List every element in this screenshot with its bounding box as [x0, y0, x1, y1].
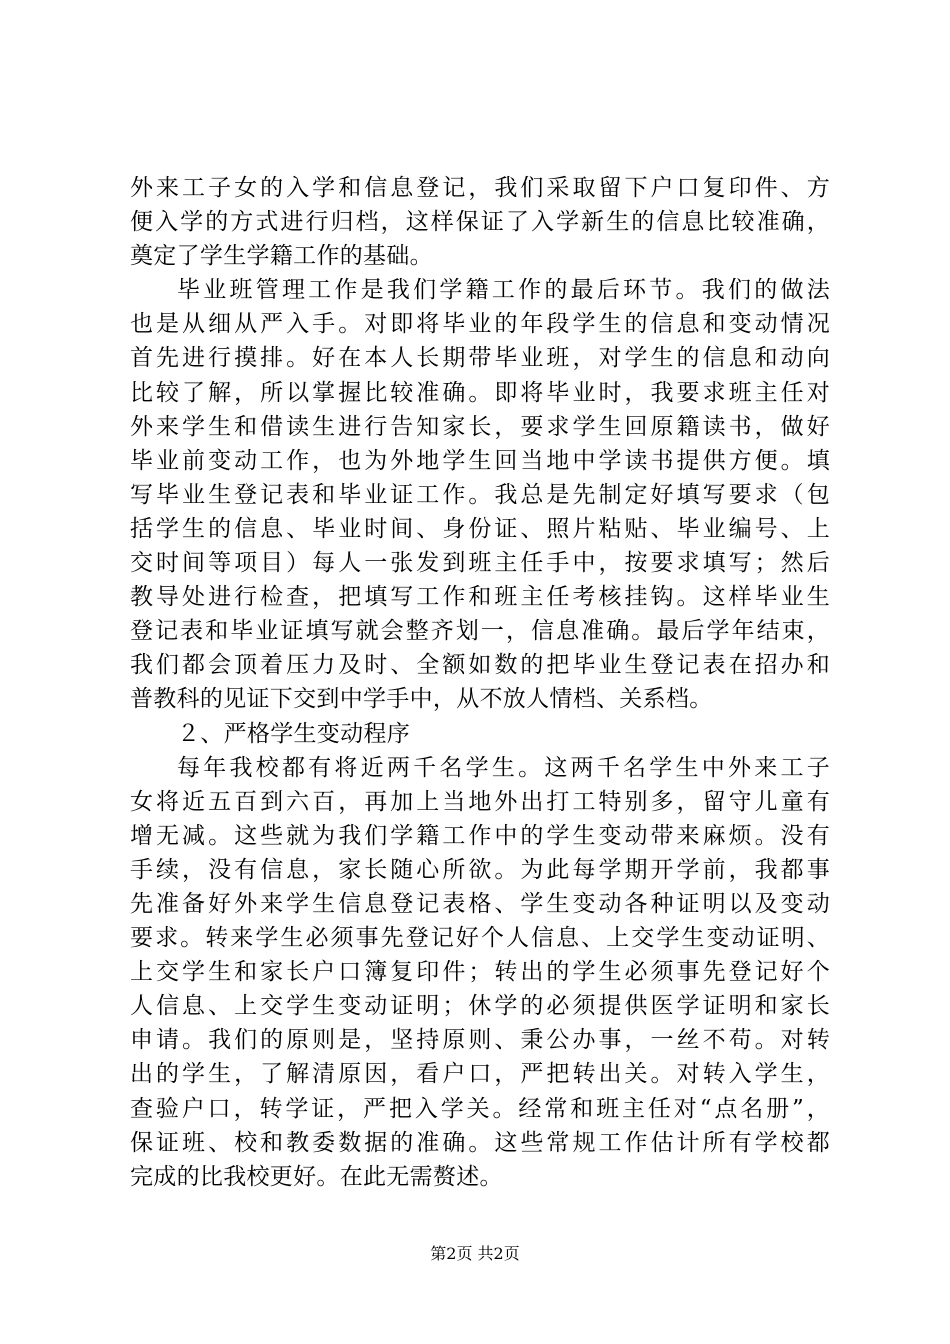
document-body: [130, 171, 830, 1194]
text-line: 普教科的见证下交到中学手中，从不放人情档、关系档。: [130, 686, 713, 713]
text-line: 女将近五百到六百，再加上当地外出打工特别多，留守儿童有: [130, 788, 830, 815]
text-line: ２、严格学生变动程序: [177, 720, 410, 747]
text-line: 登记表和毕业证填写就会整齐划一，信息准确。最后学年结束，: [130, 618, 830, 645]
text-line: 要求。转来学生必须事先登记好个人信息、上交学生变动证明、: [130, 925, 830, 952]
text-line: 交时间等项目）每人一张发到班主任手中，按要求填写；然后: [130, 550, 830, 577]
text-line: 比较了解，所以掌握比较准确。即将毕业时，我要求班主任对: [130, 379, 830, 406]
text-line: 外来工子女的入学和信息登记，我们采取留下户口复印件、方: [130, 175, 830, 201]
text-line: 先准备好外来学生信息登记表格、学生变动各种证明以及变动: [130, 890, 830, 917]
text-line: 我们都会顶着压力及时、全额如数的把毕业生登记表在招办和: [130, 652, 830, 679]
text-line: 外来学生和借读生进行告知家长，要求学生回原籍读书，做好: [130, 413, 830, 440]
text-line: 出的学生，了解清原因，看户口，严把转出关。对转入学生，: [130, 1061, 830, 1088]
text-line: 人信息、上交学生变动证明；休学的必须提供医学证明和家长: [130, 993, 830, 1020]
text-line: 毕业班管理工作是我们学籍工作的最后环节。我们的做法: [177, 277, 830, 304]
text-line: 括学生的信息、毕业时间、身份证、照片粘贴、毕业编号、上: [130, 515, 830, 542]
text-line: 手续，没有信息，家长随心所欲。为此每学期开学前，我都事: [130, 856, 830, 883]
text-line: 写毕业生登记表和毕业证工作。我总是先制定好填写要求（包: [130, 481, 830, 508]
text-line: 上交学生和家长户口簿复印件；转出的学生必须事先登记好个: [130, 959, 830, 986]
text-line: 查验户口，转学证，严把入学关。经常和班主任对“点名册”，: [130, 1095, 830, 1122]
text-line: 也是从细从严入手。对即将毕业的年段学生的信息和变动情况: [130, 311, 830, 338]
text-line: 每年我校都有将近两千名学生。这两千名学生中外来工子: [177, 754, 830, 781]
page-footer: 第2页 共2页: [430, 1244, 520, 1263]
paragraph: [130, 171, 830, 273]
text-line: 增无减。这些就为我们学籍工作中的学生变动带来麻烦。没有: [130, 822, 830, 849]
text-line: 首先进行摸排。好在本人长期带毕业班，对学生的信息和动向: [130, 345, 830, 372]
text-line: 便入学的方式进行归档，这样保证了入学新生的信息比较准确，: [130, 209, 830, 236]
paragraph: [130, 273, 830, 716]
paragraph: [130, 751, 830, 1194]
text-line: 申请。我们的原则是，坚持原则、秉公办事，一丝不苟。对转: [130, 1027, 830, 1054]
text-line: 保证班、校和教委数据的准确。这些常规工作估计所有学校都: [130, 1129, 830, 1156]
text-line: 毕业前变动工作，也为外地学生回当地中学读书提供方便。填: [130, 447, 830, 474]
text-line: 奠定了学生学籍工作的基础。: [130, 243, 433, 270]
paragraph: [130, 717, 830, 751]
text-line: 完成的比我校更好。在此无需赘述。: [130, 1163, 503, 1190]
text-line: 教导处进行检查，把填写工作和班主任考核挂钩。这样毕业生: [130, 584, 830, 611]
